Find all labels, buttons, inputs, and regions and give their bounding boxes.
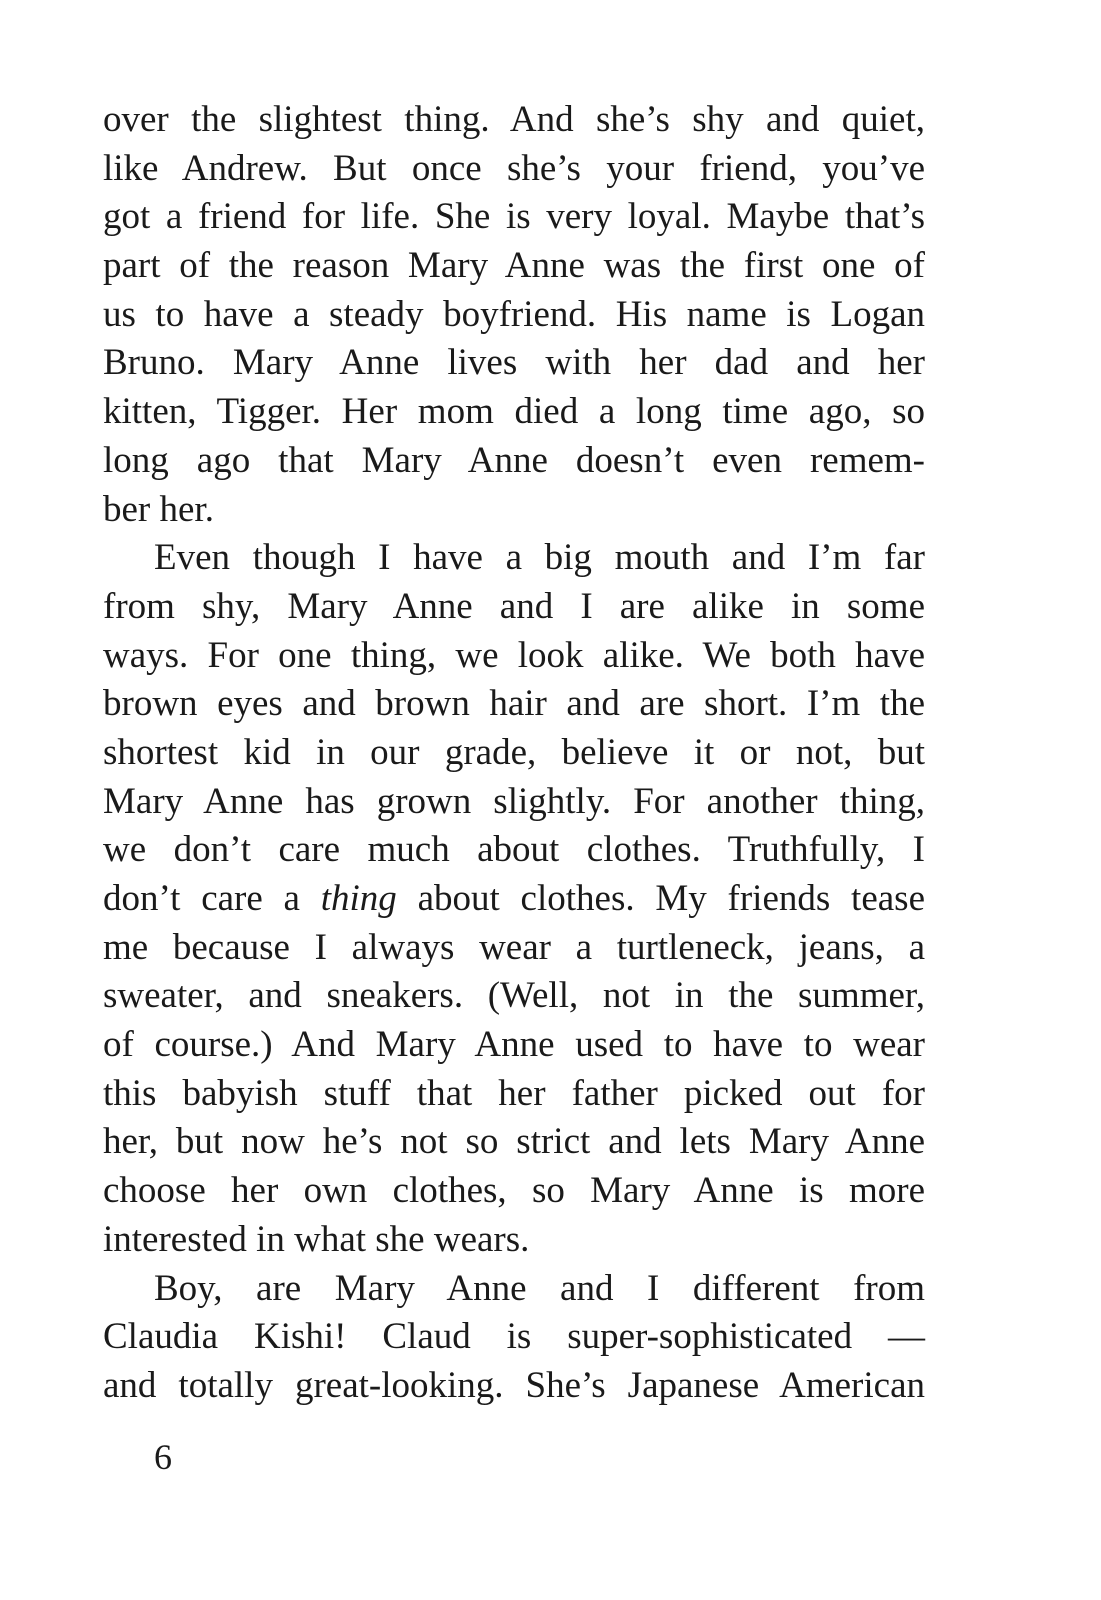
text-line: choose her own clothes, so Mary Anne is more — [103, 1170, 925, 1212]
text-line: ways. For one thing, we look alike. We both have — [103, 634, 925, 676]
text-line: got a friend for life. She is very loyal. Maybe that’s — [103, 196, 925, 238]
text-line: her, but now he’s not so strict and lets Mary Anne — [103, 1121, 925, 1163]
text-line: me because I always wear a turtleneck, jeans, a — [103, 926, 925, 968]
text-line: Claudia Kishi! Claud is super-sophisticated — — [103, 1316, 925, 1358]
text-line: Bruno. Mary Anne lives with her dad and her — [103, 342, 925, 384]
text-line: from shy, Mary Anne and I are alike in some — [103, 585, 925, 627]
emphasis: thing — [320, 878, 397, 919]
text-line: ber her. — [103, 488, 214, 530]
text-line: we don’t care much about clothes. Truthfully, I — [103, 829, 925, 871]
text-line: kitten, Tigger. Her mom died a long time ago, so — [103, 391, 925, 433]
body-text — [103, 96, 925, 1411]
text-line: interested in what she wears. — [103, 1218, 530, 1260]
text-line: shortest kid in our grade, believe it or not, but — [103, 731, 925, 773]
page-number: 6 — [154, 1437, 172, 1477]
text-line: us to have a steady boyfriend. His name is Logan — [103, 293, 925, 335]
text-line: and totally great-looking. She’s Japanese American — [103, 1364, 925, 1406]
text-line: of course.) And Mary Anne used to have to wear — [103, 1024, 925, 1066]
text-line: long ago that Mary Anne doesn’t even remem- — [103, 439, 925, 481]
text-line: Boy, are Mary Anne and I different from — [154, 1267, 925, 1309]
text-line: Even though I have a big mouth and I’m far — [154, 537, 925, 579]
text-line: this babyish stuff that her father picked out for — [103, 1072, 925, 1114]
text-line: over the slightest thing. And she’s shy and quiet, — [103, 99, 925, 140]
text-line: Mary Anne has grown slightly. For another thing, — [103, 780, 925, 822]
paragraph — [103, 1265, 925, 1411]
text-line: sweater, and sneakers. (Well, not in the summer, — [103, 975, 925, 1017]
paragraph — [103, 534, 925, 1264]
text-line: like Andrew. But once she’s your friend, you’ve — [103, 147, 925, 189]
text-line: brown eyes and brown hair and are short. I’m the — [103, 683, 925, 725]
text-line: don’t care a thing about clothes. My friends tease — [103, 878, 925, 919]
paragraph — [103, 96, 925, 534]
text-line: part of the reason Mary Anne was the first one of — [103, 245, 925, 287]
